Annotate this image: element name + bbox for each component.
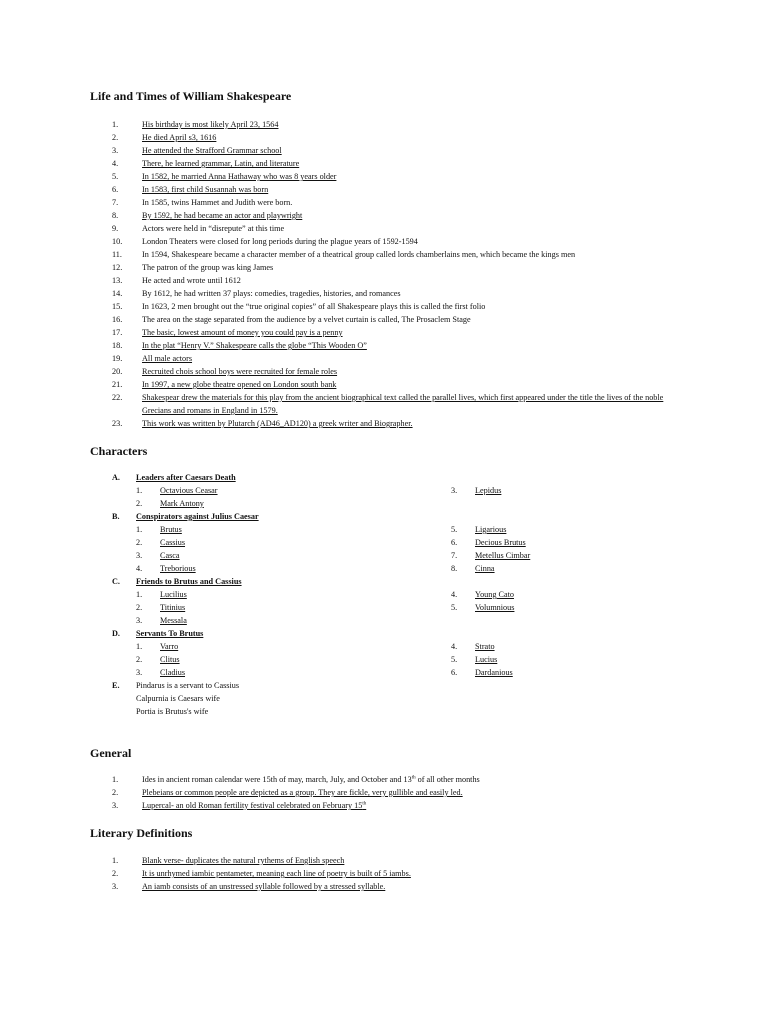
character-item: [136, 666, 185, 679]
item-number: 3.: [136, 616, 143, 625]
character-name: Volumnious: [475, 603, 515, 612]
group-letter: E.: [112, 681, 120, 690]
character-name: Messala: [160, 616, 187, 625]
life-fact-item: [112, 144, 677, 157]
group-left-column: [136, 523, 196, 575]
characters-heading: Characters: [90, 444, 148, 458]
life-fact-item: [112, 287, 677, 300]
item-text: [142, 775, 480, 784]
item-text: He acted and wrote until 1612: [142, 276, 241, 285]
life-fact-item: [112, 235, 677, 248]
item-number: 1.: [112, 856, 119, 865]
character-group: [112, 471, 672, 510]
item-text: Shakespear drew the materials for this play from the ancient biographical text called the parallel lives, which first appeared under the title the lives of the noble Grecians and romans in England in 1579.: [142, 393, 664, 415]
character-name: Treborious: [160, 564, 196, 573]
character-item: [136, 562, 196, 575]
general-item: [112, 799, 480, 812]
life-fact-item: [112, 391, 677, 417]
item-number: 17.: [112, 328, 123, 337]
group-letter: D.: [112, 629, 120, 638]
item-number: 3.: [112, 801, 119, 810]
item-number: 10.: [112, 237, 123, 246]
character-group: [112, 575, 672, 627]
item-text: By 1612, he had written 37 plays: comedies, tragedies, histories, and romances: [142, 289, 401, 298]
item-text: In 1585, twins Hammet and Judith were born.: [142, 198, 293, 207]
group-left-column: [136, 640, 185, 679]
character-name: Lucilius: [160, 590, 187, 599]
item-text: An iamb consists of an unstressed syllable followed by a stressed syllable.: [142, 882, 386, 891]
item-number: 5.: [451, 525, 458, 534]
character-item: [136, 523, 196, 536]
document-title: Life and Times of William Shakespeare: [90, 89, 292, 103]
character-item: [451, 601, 514, 614]
group-letter: B.: [112, 512, 120, 521]
item-number: 19.: [112, 354, 123, 363]
life-fact-item: [112, 170, 677, 183]
item-text: He died April s3, 1616: [142, 133, 217, 142]
character-name: Cassius: [160, 538, 186, 547]
character-group-e: [112, 679, 672, 718]
item-number: 5.: [112, 172, 119, 181]
general-item: [112, 786, 480, 799]
character-item: [451, 588, 514, 601]
group-title: Leaders after Caesars Death: [136, 473, 236, 482]
item-number: 1.: [136, 642, 143, 651]
item-number: 12.: [112, 263, 123, 272]
character-item: [451, 523, 530, 536]
item-number: 9.: [112, 224, 119, 233]
life-fact-item: [112, 261, 677, 274]
item-number: 18.: [112, 341, 123, 350]
item-text: In 1623, 2 men brought out the “true original copies” of all Shakespeare plays this is called the first folio: [142, 302, 486, 311]
group-right-column: [451, 484, 501, 497]
item-number: 4.: [112, 159, 119, 168]
character-item: [136, 497, 218, 510]
life-fact-item: [112, 417, 677, 430]
item-text: All male actors: [142, 354, 193, 363]
item-number: 7.: [112, 198, 119, 207]
general-item: [112, 773, 480, 786]
item-text: In the plat “Henry V.” Shakespeare calls the globe “This Wooden O”: [142, 341, 367, 350]
life-fact-item: [112, 365, 677, 378]
character-name: Brutus: [160, 525, 182, 534]
life-fact-item: [112, 300, 677, 313]
group-right-column: [451, 523, 530, 575]
item-text: By 1592, he had became an actor and playwright: [142, 211, 303, 220]
item-number: 6.: [451, 538, 458, 547]
character-item: [136, 614, 187, 627]
character-name: Titinius: [160, 603, 186, 612]
superscript: th: [362, 801, 367, 807]
life-fact-item: [112, 157, 677, 170]
item-number: 5.: [451, 655, 458, 664]
item-number: 8.: [451, 564, 458, 573]
character-group: [112, 510, 672, 575]
item-text-main: Plebeians or common people are depicted as a group. They are fickle, very gullible and easily led.: [142, 788, 463, 797]
item-number: 3.: [112, 146, 119, 155]
item-number: 6.: [112, 185, 119, 194]
item-number: 14.: [112, 289, 123, 298]
item-number: 2.: [136, 655, 143, 664]
literary-definition-item: [112, 854, 411, 867]
character-name: Metellus Cimbar: [475, 551, 531, 560]
item-number: 2.: [112, 788, 119, 797]
life-fact-item: [112, 339, 677, 352]
character-group: [112, 627, 672, 679]
item-text: The area on the stage separated from the audience by a velvet curtain is called, The Prosaclem Stage: [142, 315, 471, 324]
item-number: 2.: [136, 603, 143, 612]
character-item: [451, 653, 513, 666]
literary-definitions-list: [112, 854, 411, 893]
item-number: 23.: [112, 419, 123, 428]
item-number: 11.: [112, 250, 122, 259]
group-right-column: [451, 640, 513, 679]
item-text: Recruited chois school boys were recruited for female roles: [142, 367, 338, 376]
item-number: 15.: [112, 302, 123, 311]
item-number: 6.: [451, 668, 458, 677]
item-text: In 1582, he married Anna Hathaway who was 8 years older: [142, 172, 337, 181]
character-item: [451, 640, 513, 653]
group-title: Servants To Brutus: [136, 629, 204, 638]
general-heading: General: [90, 746, 132, 760]
character-item: [451, 484, 501, 497]
item-text: This work was written by Plutarch (AD46_AD120) a greek writer and Biographer.: [142, 419, 413, 428]
group-title: Friends to Brutus and Cassius: [136, 577, 242, 586]
item-number: 21.: [112, 380, 123, 389]
item-text: There, he learned grammar, Latin, and literature: [142, 159, 300, 168]
item-text: [142, 801, 366, 810]
item-text-tail: of all other months: [415, 775, 480, 784]
character-item: [451, 562, 530, 575]
item-number: 1.: [136, 590, 143, 599]
character-item: [136, 484, 218, 497]
character-item: [451, 536, 530, 549]
group-note-line: Calpurnia is Caesars wife: [136, 694, 220, 703]
item-text: [142, 788, 463, 797]
character-name: Dardanious: [475, 668, 513, 677]
character-name: Casca: [160, 551, 180, 560]
character-name: Mark Antony: [160, 499, 204, 508]
item-number: 7.: [451, 551, 458, 560]
group-note-line: Pindarus is a servant to Cassius: [136, 681, 240, 690]
life-fact-item: [112, 209, 677, 222]
literary-definition-item: [112, 880, 411, 893]
life-fact-item: [112, 248, 677, 261]
character-name: Young Cato: [475, 590, 514, 599]
item-number: 3.: [451, 486, 458, 495]
character-item: [451, 549, 530, 562]
character-item: [136, 588, 187, 601]
item-text: He attended the Strafford Grammar school: [142, 146, 282, 155]
item-number: 4.: [451, 642, 458, 651]
character-name: Strato: [475, 642, 495, 651]
group-left-column: [136, 484, 218, 510]
character-name: Clitus: [160, 655, 180, 664]
literary-definitions-heading: Literary Definitions: [90, 826, 193, 840]
character-name: Octavious Ceasar: [160, 486, 218, 495]
character-name: Varro: [160, 642, 179, 651]
character-item: [136, 536, 196, 549]
life-fact-item: [112, 183, 677, 196]
item-number: 1.: [136, 525, 143, 534]
character-name: Ligarious: [475, 525, 507, 534]
item-number: 1.: [112, 120, 119, 129]
item-text: The basic, lowest amount of money you could pay is a penny: [142, 328, 343, 337]
group-note-line: Portia is Brutus's wife: [136, 707, 209, 716]
item-number: 2.: [136, 499, 143, 508]
item-text: In 1583, first child Susannah was born: [142, 185, 269, 194]
item-number: 1.: [136, 486, 143, 495]
life-fact-item: [112, 196, 677, 209]
life-fact-item: [112, 378, 677, 391]
item-text: Blank verse- duplicates the natural rythems of English speech: [142, 856, 345, 865]
life-fact-item: [112, 118, 677, 131]
character-item: [136, 549, 196, 562]
character-item: [136, 640, 185, 653]
life-fact-item: [112, 131, 677, 144]
item-number: 13.: [112, 276, 123, 285]
item-number: 22.: [112, 393, 123, 402]
item-number: 3.: [136, 668, 143, 677]
item-number: 1.: [112, 775, 119, 784]
item-number: 2.: [112, 133, 119, 142]
life-facts-list: [112, 118, 677, 430]
life-fact-item: [112, 313, 677, 326]
superscript: th: [411, 775, 416, 781]
character-item: [136, 601, 187, 614]
character-name: Cladius: [160, 668, 186, 677]
item-number: 8.: [112, 211, 119, 220]
character-name: Lepidus: [475, 486, 502, 495]
life-fact-item: [112, 222, 677, 235]
item-number: 16.: [112, 315, 123, 324]
life-fact-item: [112, 352, 677, 365]
item-number: 2.: [112, 869, 119, 878]
group-right-column: [451, 588, 514, 614]
item-number: 20.: [112, 367, 123, 376]
general-list: [112, 773, 480, 812]
item-number: 3.: [136, 551, 143, 560]
item-number: 2.: [136, 538, 143, 547]
item-text-main: Ides in ancient roman calendar were 15th of may, march, July, and October and 13: [142, 775, 412, 784]
life-fact-item: [112, 326, 677, 339]
character-name: Cinna: [475, 564, 495, 573]
item-text: The patron of the group was king James: [142, 263, 274, 272]
item-text: Actors were held in “disrepute” at this time: [142, 224, 285, 233]
character-item: [136, 653, 185, 666]
item-text-main: Lupercal- an old Roman fertility festival celebrated on February 15: [142, 801, 363, 810]
group-left-column: [136, 588, 187, 627]
group-letter: C.: [112, 577, 120, 586]
item-text: His birthday is most likely April 23, 1564: [142, 120, 279, 129]
character-item: [451, 666, 513, 679]
literary-definition-item: [112, 867, 411, 880]
group-title: Conspirators against Julius Caesar: [136, 512, 259, 521]
item-text: London Theaters were closed for long periods during the plague years of 1592-1594: [142, 237, 418, 246]
group-letter: A.: [112, 473, 120, 482]
character-name: Decious Brutus: [475, 538, 526, 547]
item-text: In 1997, a new globe theatre opened on London south bank: [142, 380, 337, 389]
item-number: 4.: [136, 564, 143, 573]
life-fact-item: [112, 274, 677, 287]
item-number: 5.: [451, 603, 458, 612]
item-number: 3.: [112, 882, 119, 891]
item-number: 4.: [451, 590, 458, 599]
item-text: It is unrhymed iambic pentameter, meaning each line of poetry is built of 5 iambs.: [142, 869, 411, 878]
item-text: In 1594, Shakespeare became a character member of a theatrical group called lords chamberlains men, which became the kings men: [142, 250, 576, 259]
character-name: Lucius: [475, 655, 498, 664]
